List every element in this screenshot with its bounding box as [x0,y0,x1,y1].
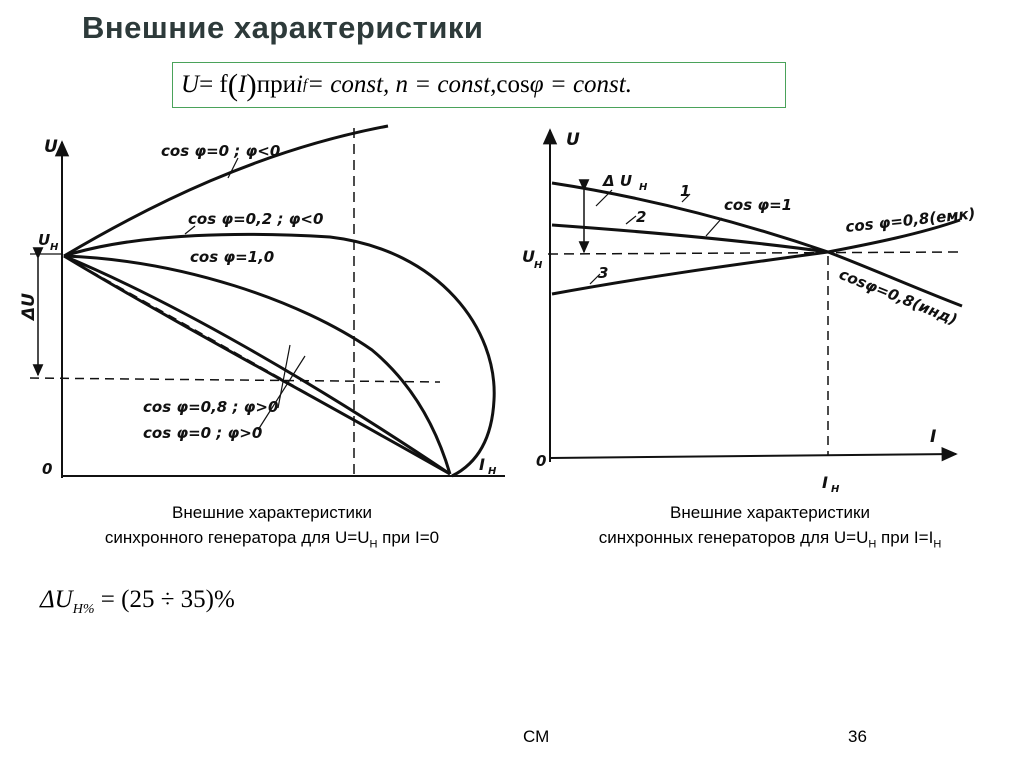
right-curve-num-3: 3 [598,264,609,282]
footer-author: СМ [523,727,550,746]
formula-phi-rest: φ = const. [529,71,632,98]
left-y-label: U [44,137,58,157]
left-delta-label: ΔU [19,293,39,320]
left-caption-line2: синхронного генератора для $U=U_Н$ при I=0 [104,528,440,551]
right-in-sub: H [831,484,840,495]
right-delta-label: Δ U [603,172,633,190]
delta-u-formula [40,586,235,618]
right-curve-3 [552,252,828,294]
left-un-sub: H [50,242,59,253]
delta-u-symbol: ΔU [40,586,73,613]
formula-rest: = const, n = const, [307,71,497,98]
left-curve-label-1: cos φ=0 ; φ<0 [161,142,281,160]
formula-at: при [256,71,296,98]
delta-u-sub: H% [72,602,95,617]
left-in-label: I [479,455,485,474]
formula-arg: I [238,71,247,98]
right-curve-label-1: cos φ=1 [724,196,793,214]
formula-cond: i [296,71,303,98]
slide-title: Внешние характеристики [82,10,484,45]
right-un-sub: H [534,260,543,271]
formula-paren-open: ( [227,67,239,102]
left-curve-label-2: cos φ=0,2 ; φ<0 [188,210,324,228]
left-caption [42,500,502,557]
right-x-axis [550,454,956,458]
formula-cos: cos [496,71,530,98]
right-curve-num-2: 2 [636,208,647,226]
right-curve-label-3: cosφ=0,8(инд) [836,265,960,329]
right-curve-num-1: 1 [680,182,691,200]
left-curve-label-4: cos φ=0,8 ; φ>0 [143,398,279,416]
formula-eq: = f [199,71,228,98]
left-zero: 0 [42,460,53,478]
left-curve-label-3: cos φ=1,0 [190,248,275,266]
right-caption-line1: Внешние характеристики [670,503,870,522]
footer-page-number: 36 [848,727,867,746]
right-caption-line2: синхронных генераторов для $U=U_Н$ при $I=I_Н$ [598,528,942,551]
left-caption-line1: Внешние характеристики [172,503,372,522]
formula-lhs: U [181,71,200,98]
right-x-label: I [930,427,937,447]
left-curve-label-5: cos φ=0 ; φ>0 [143,424,263,442]
formula-cond-sub: f [302,76,308,93]
left-curve-cos02-neg [64,234,494,476]
right-delta-sub: H [639,182,648,193]
delta-u-rhs: = (25 ÷ 35)% [94,586,235,613]
right-y-label: U [566,130,580,150]
right-un-label: U [522,247,535,266]
left-un-label: U [38,231,51,249]
right-curve-label-2: cos φ=0,8(емк) [844,204,977,236]
left-in-sub: H [488,466,497,477]
right-in-label: I [822,473,828,492]
left-diagram [30,126,505,478]
right-zero: 0 [536,452,547,470]
formula-paren-close: ) [246,67,257,102]
right-caption [530,500,1010,557]
